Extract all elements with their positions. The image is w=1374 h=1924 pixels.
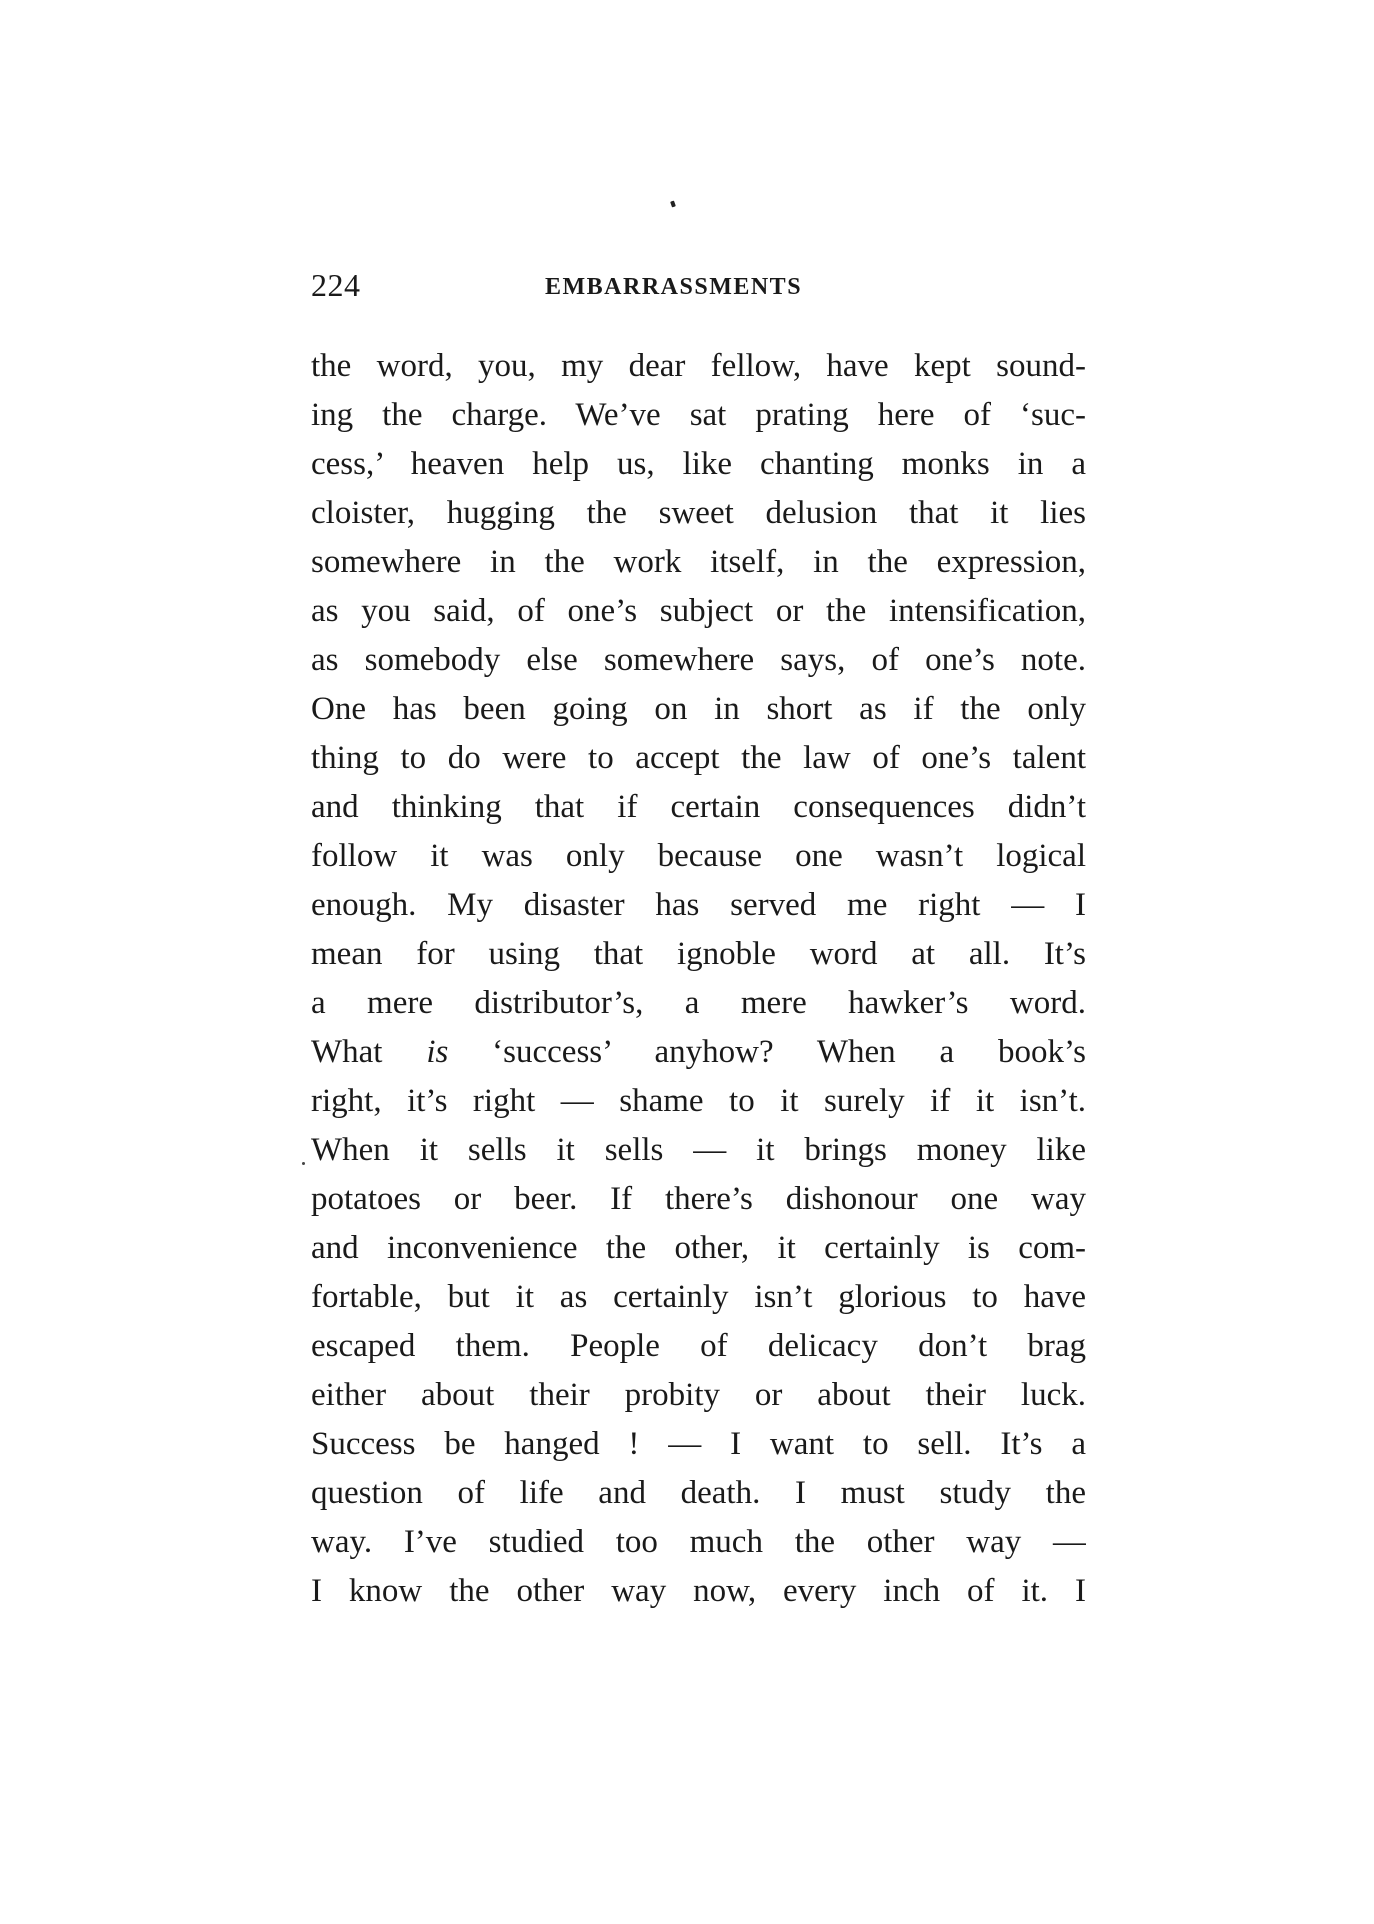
text-line: cloister, hugging the sweet delusion that it lies (311, 495, 1086, 531)
text-line: escaped them. People of delicacy don’t brag (311, 1328, 1086, 1364)
text-line: as you said, of one’s subject or the intensification, (311, 593, 1086, 629)
ink-speck (302, 1162, 305, 1165)
ink-speck (670, 200, 676, 207)
text-line: way. I’ve studied too much the other way — (311, 1524, 1086, 1560)
page-number: 224 (311, 267, 361, 303)
text-line-with-italic (311, 1028, 1086, 1077)
text-line: and thinking that if certain consequences didn’t (311, 789, 1086, 825)
text-segment: ‘success’ anyhow? When a book’s (448, 1034, 1086, 1070)
text-line: I know the other way now, every inch of it. I (311, 1573, 1086, 1609)
text-line: cess,’ heaven help us, like chanting monks in a (311, 446, 1086, 482)
text-line: somewhere in the work itself, in the expression, (311, 544, 1086, 580)
text-line: ing the charge. We’ve sat prating here of ‘suc- (311, 397, 1086, 433)
text-line: potatoes or beer. If there’s dishonour one way (311, 1181, 1086, 1217)
body-text (311, 342, 1086, 1616)
running-title: EMBARRASSMENTS (545, 274, 803, 300)
text-line: as somebody else somewhere says, of one’s note. (311, 642, 1086, 678)
text-line: enough. My disaster has served me right — I (311, 887, 1086, 923)
italic-word: is (426, 1034, 449, 1070)
text-line: right, it’s right — shame to it surely if it isn’t. (311, 1083, 1086, 1119)
text-line: One has been going on in short as if the only (311, 691, 1086, 727)
text-line: thing to do were to accept the law of one’s talent (311, 740, 1086, 776)
text-line: Success be hanged ! — I want to sell. It’s a (311, 1426, 1086, 1462)
text-line: follow it was only because one wasn’t logical (311, 838, 1086, 874)
text-segment: What (311, 1034, 427, 1070)
text-line: and inconvenience the other, it certainly is com- (311, 1230, 1086, 1266)
text-line: mean for using that ignoble word at all. It’s (311, 936, 1086, 972)
text-line: a mere distributor’s, a mere hawker’s word. (311, 985, 1086, 1021)
text-line: the word, you, my dear fellow, have kept sound- (311, 348, 1086, 384)
text-line: question of life and death. I must study the (311, 1475, 1086, 1511)
text-line: When it sells it sells — it brings money like (311, 1132, 1086, 1168)
running-head (311, 265, 1091, 305)
text-line: either about their probity or about their luck. (311, 1377, 1086, 1413)
text-line: fortable, but it as certainly isn’t glorious to have (311, 1279, 1086, 1315)
